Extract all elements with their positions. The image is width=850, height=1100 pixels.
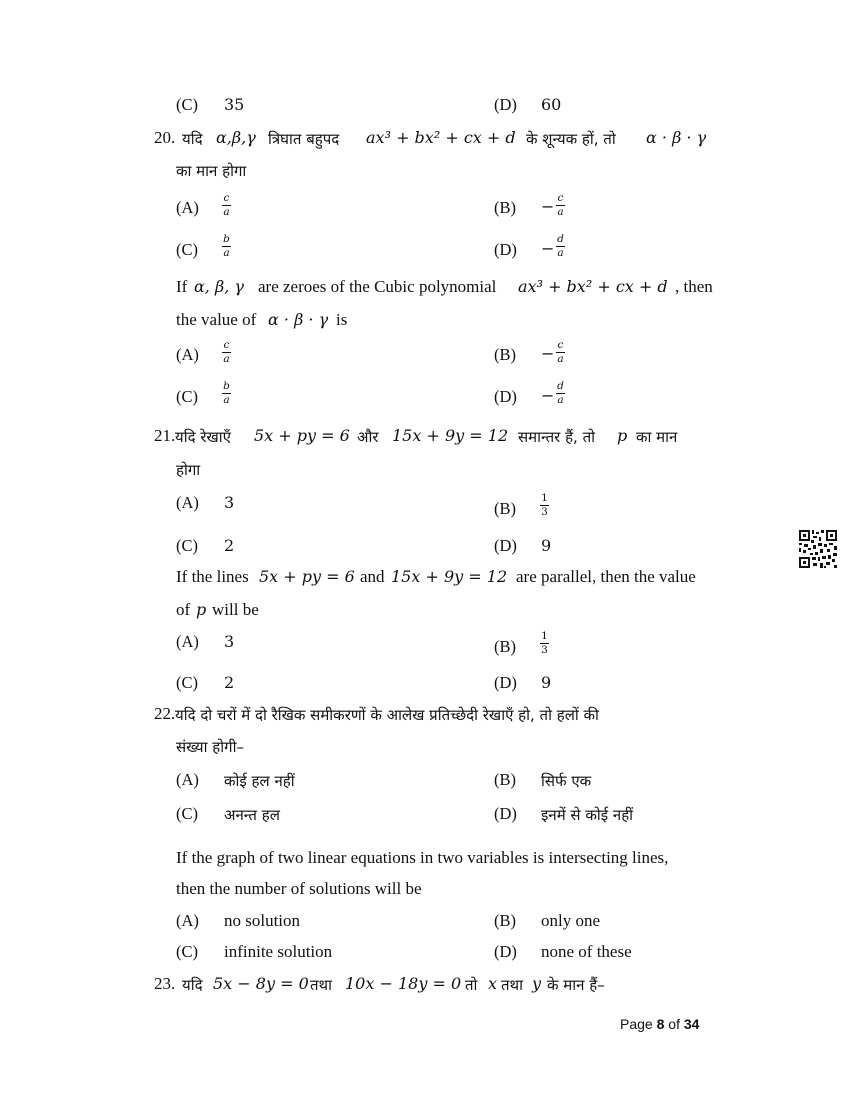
question-text: , then <box>675 277 713 296</box>
option-label: (D) <box>494 673 517 692</box>
math-expr: α · β · γ <box>646 128 707 147</box>
option-label: (D) <box>494 240 517 259</box>
option-text: 3 <box>224 632 235 651</box>
option-text: 3 <box>224 493 235 512</box>
option-label: (A) <box>176 493 199 512</box>
minus-sign: − <box>541 344 555 363</box>
option-label: (B) <box>494 637 516 656</box>
option-text: कोई हल नहीं <box>224 772 295 790</box>
option-label: (D) <box>494 95 517 114</box>
option-label: (B) <box>494 770 516 789</box>
math-expr: 15x + 9y = 12 <box>392 426 509 445</box>
minus-sign: − <box>541 197 555 216</box>
option-text: 2 <box>224 536 235 555</box>
question-text: का मान होगा <box>176 162 247 180</box>
fraction: d a <box>557 233 564 259</box>
fraction: c a <box>557 192 564 218</box>
question-text: तो <box>465 976 478 994</box>
option-text: 9 <box>541 536 552 555</box>
option-text: 35 <box>224 95 245 114</box>
option-label: (A) <box>176 198 199 217</box>
option-text: सिर्फ एक <box>541 772 592 790</box>
question-text: के शून्यक हों, तो <box>526 130 616 148</box>
math-expr: p <box>196 600 207 619</box>
math-expr: 5x − 8y = 0 <box>213 974 309 993</box>
option-text: only one <box>541 911 601 930</box>
math-expr: 5x + py = 6 <box>254 426 350 445</box>
question-text: and <box>360 567 385 586</box>
option-label: (C) <box>176 536 198 555</box>
option-label: (C) <box>176 804 198 823</box>
option-label: (C) <box>176 942 198 961</box>
math-expr: 15x + 9y = 12 <box>391 567 508 586</box>
math-expr: y <box>532 974 542 993</box>
question-number: 21. <box>154 426 176 445</box>
math-expr: α, β, γ <box>194 277 244 296</box>
page-label: Page <box>620 1016 653 1032</box>
option-label: (D) <box>494 804 517 823</box>
fraction: b a <box>223 380 230 406</box>
math-expr: p <box>617 426 628 445</box>
math-expr: α,β,γ <box>216 128 256 147</box>
qr-code-icon <box>798 529 838 569</box>
question-text: यदि रेखाएँ <box>175 428 231 446</box>
option-label: (B) <box>494 198 516 217</box>
option-label: (D) <box>494 387 517 406</box>
question-text: are zeroes of the Cubic polynomial <box>258 277 497 296</box>
question-number: 23. <box>154 974 176 993</box>
option-text: इनमें से कोई नहीं <box>541 806 634 824</box>
option-text: अनन्त हल <box>224 806 280 824</box>
math-expr: 10x − 18y = 0 <box>345 974 462 993</box>
fraction: d a <box>557 380 564 406</box>
question-text: यदि दो चरों में दो रैखिक समीकरणों के आलेख प्रतिच्छेदी रेखाएँ हो, तो हलों की <box>175 706 599 724</box>
minus-sign: − <box>541 239 555 258</box>
option-text: infinite solution <box>224 942 333 961</box>
question-text: If the lines <box>176 567 249 586</box>
question-text: the value of <box>176 310 257 329</box>
minus-sign: − <box>541 386 555 405</box>
question-text: के मान हैं– <box>547 976 605 994</box>
option-text: no solution <box>224 911 301 930</box>
option-label: (C) <box>176 95 198 114</box>
option-label: (B) <box>494 499 516 518</box>
fraction: c a <box>223 192 230 218</box>
question-number: 20. <box>154 128 176 147</box>
current-page: 8 <box>656 1016 665 1032</box>
question-text: तथा <box>310 976 333 994</box>
option-text: none of these <box>541 942 632 961</box>
option-label: (C) <box>176 673 198 692</box>
question-text: of <box>176 600 191 619</box>
fraction: c a <box>223 339 230 365</box>
page-of: of <box>668 1016 680 1032</box>
option-label: (D) <box>494 536 517 555</box>
option-label: (A) <box>176 632 199 651</box>
fraction: 1 3 <box>541 492 548 518</box>
question-text: का मान <box>636 428 678 446</box>
question-text: और <box>357 428 379 446</box>
math-expr: ax³ + bx² + cx + d <box>518 277 668 296</box>
option-label: (C) <box>176 387 198 406</box>
total-pages: 34 <box>683 1016 700 1032</box>
option-label: (A) <box>176 345 199 364</box>
option-label: (A) <box>176 911 199 930</box>
math-expr: α · β · γ <box>268 310 329 329</box>
option-text: 60 <box>541 95 562 114</box>
question-text: होगा <box>176 461 201 479</box>
fraction: b a <box>223 233 230 259</box>
fraction: 1 3 <box>541 630 548 656</box>
option-label: (A) <box>176 770 199 789</box>
question-text: संख्या होगी– <box>176 738 244 756</box>
option-label: (B) <box>494 911 516 930</box>
option-label: (B) <box>494 345 516 364</box>
question-text: यदि <box>182 130 203 148</box>
question-text: समान्तर हैं, तो <box>518 428 596 446</box>
math-expr: ax³ + bx² + cx + d <box>366 128 516 147</box>
question-text: are parallel, then the value <box>516 567 696 586</box>
question-number: 22. <box>154 704 176 723</box>
option-label: (C) <box>176 240 198 259</box>
math-expr: x <box>488 974 498 993</box>
question-text: त्रिघात बहुपद <box>268 130 340 148</box>
option-text: 2 <box>224 673 235 692</box>
question-text: If <box>176 277 188 296</box>
fraction: c a <box>557 339 564 365</box>
option-text: 9 <box>541 673 552 692</box>
question-text: will be <box>212 600 259 619</box>
math-expr: 5x + py = 6 <box>259 567 355 586</box>
question-text: is <box>336 310 348 329</box>
question-text: then the number of solutions will be <box>176 879 422 898</box>
question-text: तथा <box>501 976 524 994</box>
page-footer <box>620 1016 699 1032</box>
question-text: यदि <box>182 976 203 994</box>
question-text: If the graph of two linear equations in two variables is intersecting lines, <box>176 848 669 867</box>
option-label: (D) <box>494 942 517 961</box>
